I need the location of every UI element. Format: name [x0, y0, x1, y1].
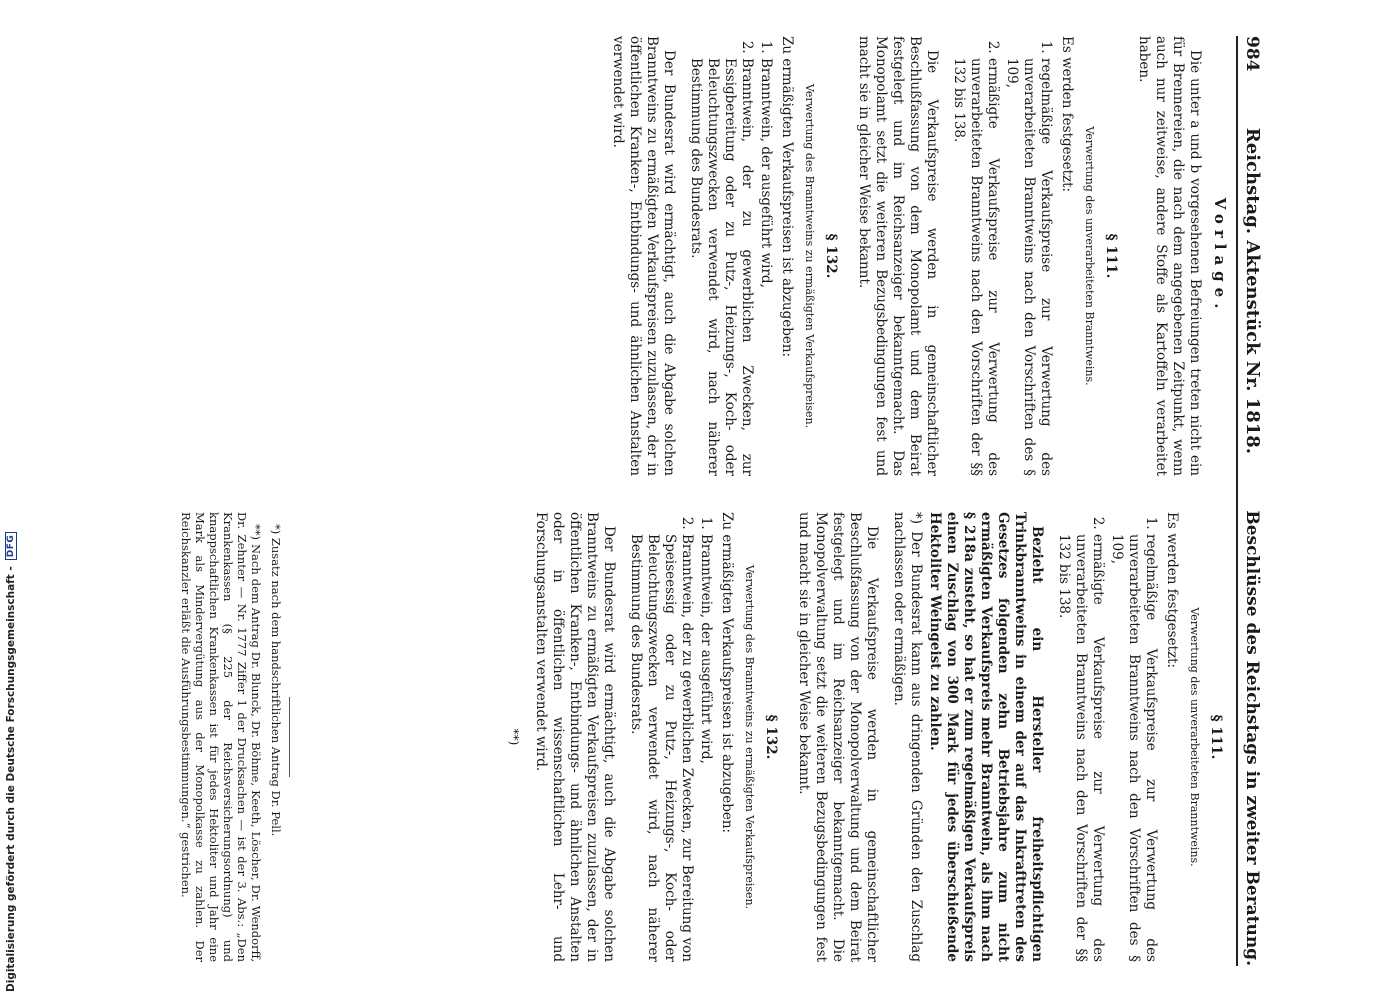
footnotes	[173, 512, 290, 962]
column-vorlage	[599, 36, 1228, 476]
page-subtitle: Beschlüsse des Reichstags in zweiter Beratung.	[1242, 510, 1262, 966]
section-lead: Zu ermäßigten Verkaufspreisen ist abzugeben:	[779, 36, 795, 358]
list-item: 2. ermäßigte Verkaufspreise zur Verwertung des unverarbeiteten Branntweins nach den Vorschriften der §§ 132 bis 138.	[1055, 534, 1106, 962]
list-item: 1. Branntwein, der ausgeführt wird,	[697, 534, 714, 962]
list-item: 1. Branntwein, der ausgeführt wird,	[757, 58, 774, 476]
amendment-tail: *) Der Bundesrat kann aus dringenden Gründen den Zuschlag nachlassen oder ermäßigen.	[891, 512, 924, 962]
list-item: 2. ermäßigte Verkaufspreise zur Verwertung des unverarbeiteten Branntweins nach den Vorschriften der §§ 132 bis 138.	[950, 58, 1001, 476]
section-number: § 111.	[1208, 714, 1224, 760]
footnote-marker: **)	[507, 728, 521, 746]
section-lead: Es werden festgesetzt:	[1164, 512, 1180, 669]
section-paragraph: Der Bundesrat wird ermächtigt, auch die Abgabe solchen Branntweins zu ermäßigten Verkaufspreisen zuzulassen, der in öffentlichen Kranken-, Entbindungs- und ähnlichen Anstalten verwendet wird.	[610, 36, 677, 476]
list-item: 1. regelmäßige Verkaufspreise zur Verwertung des unverarbeiteten Branntweins nach den Vorschriften des § 109,	[1108, 534, 1159, 962]
list-item: 2. Branntwein, der zu gewerblichen Zwecken, zur Essigbereitung oder zu Putz-, Heizungs-, Koch- oder Beleuchtungszwecken verwendet wird, nach näherer Bestimmung des Bundesrats.	[687, 58, 755, 476]
section-title: Verwertung des unverarbeiteten Branntweins.	[1083, 126, 1096, 386]
intro-paragraph: Die unter a und b vorgesehenen Befreiungen treten nicht ein für Brennereien, die nach dem angegebenen Zeitpunkt, wenn auch nur zeitweise, andere Stoffe als Kartoffeln verarbeitet haben.	[1136, 36, 1203, 476]
section-paragraph: Der Bundesrat wird ermächtigt, auch die Abgabe solchen Branntweins zu ermäßigten Verkaufspreisen zuzulassen, der in öffentlichen Kranken-, Entbindungs- und ähnlichen Anstalten oder in öffentlichen wissenschaftlichen Lehr- und Forschungsanstalten verwendet wird.	[533, 512, 617, 962]
dfg-logo: DFG	[5, 532, 17, 561]
footnote-rule	[289, 697, 290, 777]
section-lead: Es werden festgesetzt:	[1059, 36, 1075, 193]
column-heading: Vorlage.	[1211, 197, 1229, 315]
bold-amendment-paragraph: Bezieht ein Hersteller freiheitspflichtigen Trinkbranntweins in einem der auf das Inkrafttreten des Gesetzes folgenden zehn Betriebsjahre zum nicht ermäßigten Verkaufspreis mehr Branntwein, als ihm nach § 218a zusteht, so hat er zum regelmäßigen Verkaufspreis einen Zuschlag von 300 Mark für jedes überschießende Hektoliter Weingeist zu zahlen.	[927, 512, 1045, 962]
list-item: 1. regelmäßige Verkaufspreise zur Verwertung des unverarbeiteten Branntweins nach den Vorschriften des § 109,	[1003, 58, 1054, 476]
section-paragraph: Die Verkaufspreise werden in gemeinschaftlicher Beschlußfassung von dem Monopolamt und dem Beirat festgelegt und im Reichsanzeiger bekanntgemacht. Das Monopolamt setzt die weiteren Bezugsbedingungen fest und macht sie in gleicher Weise bekannt.	[856, 36, 940, 476]
column-beschluesse	[501, 512, 1228, 962]
section-paragraph: Die Verkaufspreise werden in gemeinschaftlicher Beschlußfassung von der Monopolverwaltung und dem Beirat festgelegt und im Reichsanzeiger bekanntgemacht. Die Monopolverwaltung setzt die weiteren Bezugsbedingungen fest und macht sie in gleicher Weise bekannt.	[796, 512, 880, 962]
page-number: 984	[1242, 36, 1262, 72]
footnote: **) Nach dem Antrag Dr. Blunck, Dr. Böhme, Keeth, Löscher, Dr. Wendorff, Dr. Zehnter — Nr. 1777 Ziffer 1 der Drucksachen — ist der 3. Abs.: „Den Krankenkassen (§ 225 der Reichsversicherungsordnung) und knappschaftlichen Krankenkassen ist für jedes Hektoliter und Jahr eine Mark als Mindervergütung aus der Monopolkasse zu zahlen. Der Reichskanzler erläßt die Ausführungsbestimmungen.“ gestrichen.	[179, 512, 263, 962]
section-number: § 132.	[823, 233, 839, 279]
list-item: 2. Branntwein, der zu gewerblichen Zwecken, zur Bereitung von Speiseessig oder zu Putz-, Heizungs-, Koch- oder Beleuchtungszwecken verwendet wird, nach näherer Bestimmung des Bundesrats.	[627, 534, 695, 962]
section-list	[627, 512, 714, 962]
page-header	[1236, 36, 1276, 966]
page-title: Reichstag. Aktenstück Nr. 1818.	[1242, 127, 1263, 455]
section-title: Verwertung des Branntweins zu ermäßigten Verkaufspreisen.	[803, 83, 816, 429]
footnote: *) Zusatz nach dem handschriftlichen Antrag Dr. Pell.	[269, 524, 283, 837]
section-title: Verwertung des Branntweins zu ermäßigten Verkaufspreisen.	[743, 564, 756, 910]
section-list	[950, 36, 1054, 476]
section-lead: Zu ermäßigten Verkaufspreisen ist abzugeben:	[719, 512, 735, 834]
credit-text: Digitalisierung gefördert durch die Deutsche Forschungsgemeinschaft -	[5, 566, 17, 992]
section-title: Verwertung des unverarbeiteten Branntweins.	[1188, 607, 1201, 867]
section-list	[1055, 512, 1159, 962]
section-list	[687, 36, 774, 476]
section-number: § 132.	[763, 714, 779, 760]
section-number: § 111.	[1103, 233, 1119, 279]
